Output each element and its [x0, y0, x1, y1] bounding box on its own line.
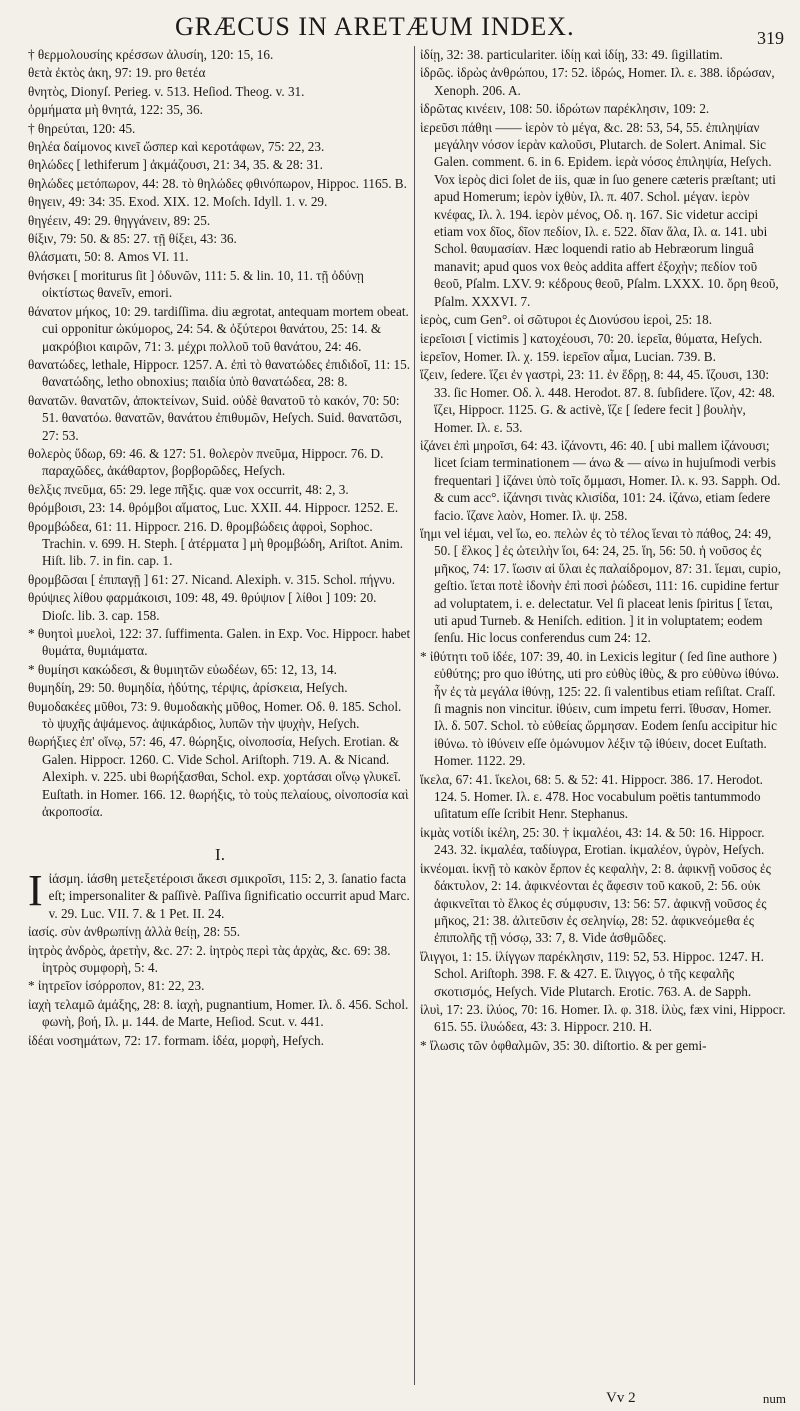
section-heading: I.: [215, 845, 225, 865]
page-header: [0, 8, 800, 48]
index-entry: θίξιν, 79: 50. & 85: 27. τῇ θίξει, 43: 36.: [28, 231, 237, 247]
index-entry: θυμοδακέες μῦθοι, 73: 9. θυμοδακὴς μῦθος, Homer. Οδ. θ. 185. Schol. τὸ ψυχῆς ἀψάμενος. ἀψικάρδιος, λυπῶν τὴν ψυχὴν, Heſych.: [28, 698, 402, 732]
catchword: num: [762, 1391, 786, 1406]
index-entry: ἰάσμη. ἰάσθη μετεξετέροισι ἄκεσι σμικροῖσι, 115: 2, 3. ſanatio facta eſt; impersonaliter & paſſivè. Paſſiva ſignificatio occurrit apud Marc. v. 29. Luc. VII. 7. & 1 Pet. II. 24.: [48, 870, 410, 921]
index-entry: ἰασίς. σὺν ἀνθρωπίνῃ ἀλλὰ θείῃ, 28: 55.: [28, 924, 241, 940]
index-entry: θλάσματι, 50: 8. Amos VI. 11.: [28, 249, 189, 265]
index-entry: θανατῶν. θανατῶν, ἀποκτείνων, Suid. οὐδὲ θανατοῦ τὸ κακόν, 70: 50: 51. θανατόω. θανατῶν, θανάτου ἐπιθυμῶν, Heſych. Suid. θανατῶσι, 27: 53.: [28, 392, 402, 443]
index-entry: * ἰητρεῖον ἰσόρροπον, 81: 22, 23.: [28, 978, 205, 994]
index-entry: θανατώδες, lethale, Hippocr. 1257. A. ἐπὶ τὸ θανατώδες ἐπιδιδοῖ, 11: 15. θανατώδης, letho obnoxius; παιδία ὑπὸ θανατώδεα, 28: 8.: [28, 356, 410, 390]
signature-mark: Vv 2: [606, 1390, 636, 1406]
left-column: [28, 46, 412, 1387]
index-entry: ἱερὸς, cum Gen°. οἱ σῶτυροι ἐς Διονύσου ἱεροὶ, 25: 18.: [420, 312, 712, 328]
index-entry: θηγειν, 49: 34: 35. Exod. XIX. 12. Moſch. Idyll. 1. v. 29.: [28, 194, 328, 210]
index-entry: ἱερεῦσι πάθηι —— ἱερὸν τὸ μέγα, &c. 28: 53, 54, 55. ἐπιληψίαν μεγάλην νόσον ἱερὰν καλοῦσι, Plutarch. de Solert. Animal. Sic Galen. comment. 6. in 6. Epidem. ἱερὰ νόσος ἐπιληψία, Heſych. Vox ἱερὸς dici ſolet de iis, quæ in ſuo genere cæteris præſtant; uti apud Homerum; ἱερὸν ἰχθὺν, Ιλ. π. 407. Schol. μέγαν. ἱερὸν κνέφας, Ιλ. λ. 194. ἱερὸν μένος, Οδ. η. 167. Sic videtur accipi etiam vox δῖος, δῖον πεδίον, Ιλ. ε. 522. δῖαν ἅλα, Ιλ. α. 141. ubi Schol. θαυμασίαν. Hæc loquendi ratio ab Hebræorum linguâ manavit; apud quos vox θεὸς addita affert ἐξοχὴν; πεδίον τοῦ θεοῦ, Pſalm. LXV. 9: κέδρους θεοῦ, Pſalm. LXXX. 10. ὄρη θεοῦ, Pſalm. XXXVI. 7.: [420, 119, 779, 309]
index-entry: † θηρεύται, 120: 45.: [28, 120, 136, 136]
index-entry: ἰδίῃ, 32: 38. particulariter. ἰδίῃ καὶ ἰδίῃ, 33: 49. ſigillatim.: [420, 47, 723, 62]
index-entry: ἰκμὰς νοτίδι ἰκέλη, 25: 30. † ἰκμαλέοι, 43: 14. & 50: 16. Hippocr. 243. 32. ἰκμαλέα, ταδίυγρα, Erotian. ἰκμαλέον, ὑγρὸν, Heſych.: [420, 824, 765, 858]
index-entry: θρύψιες λίθου φαρμάκοισι, 109: 48, 49. θρύψιον [ λίθοι ] 109: 20. Dioſc. lib. 3. cap. 158.: [28, 590, 377, 623]
index-entry: ἵζειν, ſedere. ἵζει ἐν γαστρὶ, 23: 11. ἐν ἕδρῃ, 8: 44, 45. ἵζουσι, 130: 33. ſic Homer. Οδ. λ. 448. Herodot. 87. 8. ſubſidere. ἵζον, 42: 48. ἵζει, Hippocr. 1125. G. & activè, ἵζε [ ſedere fecit ] βουλὴν, Homer. Ιλ. ε. 53.: [420, 367, 775, 435]
index-entry: ἵημι vel ἱέμαι, vel ἵω, eo. πελὼν ἐς τὸ τέλος ἵεναι τὸ πάθος, 24: 49, 50. [ ἕλκος ] ἐς ὠτειλὴν ἵοι, 64: 24, 25. ἵη, 56: 50. ἡ νοῦσος ἐς μῆκος, 74: 17. ἴωσιν αἱ ὕλαι ἐς παλαίδρομον, 87: 31. ἵεμαι, cupio, geſtio. ἵεται ποτὲ ἱδονὴν ἐπὶ ποσὶ ῥώδεσι, 111: 16. cupidine fertur ad voluptatem, i. e. delectatur. Vel ſi placeat lenis ſpiritus [ ἵεται, uti apud Turneb. & Heniſch. edition. ] it in voluptatem; eodem ſenſu. Hic locus conferendus cum 24: 12.: [420, 525, 782, 646]
right-column: [420, 46, 786, 1387]
index-entry: * θυητοὶ μυελοὶ, 122: 37. ſuffimenta. Galen. in Exp. Voc. Hippocr. habet θυμάτα, θυμιάματα.: [28, 626, 411, 659]
index-entry: θετὰ ἐκτὸς ἀκη, 97: 19. pro θετέα: [28, 65, 206, 81]
index-entry: ἱζάνει ἐπὶ μηροῖσι, 64: 43. ἱζάνοντι, 46: 40. [ ubi mallem ἱζάνουσι; licet ſciam terminationem — άνω & — αίνω in hujuſmodi verbis frequentari ] ἱζάνει ὑπὸ τοῖς ὄμμασι, Homer. Ιλ. κ. 93. Sapph. Od. & cum acc°. ἱζάνησι τινὰς κλισίδα, 101: 24. ἱζάνω, etiam ſedere facio. ἵζανε λαὸν, Homer. Ιλ. ψ. 258.: [420, 437, 781, 523]
index-entry: θηλέα δαίμονος κινεῖ ὥσπερ καὶ κεροτάφων, 75: 22, 23.: [28, 139, 325, 155]
running-title: GRÆCUS IN ARETÆUM INDEX.: [175, 12, 575, 41]
index-entry: ὀρμήματα μὴ θνητά, 122: 35, 36.: [28, 102, 203, 118]
index-entry: ἵκελα, 67: 41. ἵκελοι, 68: 5. & 52: 41. Hippocr. 386. 17. Herodot. 124. 5. Homer. Ιλ. ε. 478. Hoc vocabulum poëtis tantummodo uſitatum eſſe ſcribit Henr. Stephanus.: [420, 771, 763, 822]
index-entry: ἱκνέομαι. ἱκνῇ τὸ κακὸν ἔρπον ἐς κεφαλὴν, 2: 8. ἀφικνῇ νοῦσος ἐς δάκτυλον, 2: 14. ἀφικνέονται ἐς ἄφεσιν τοῦ κακοῦ, 2: 56. οὐκ ἀφικνεῖται τὸ ἕλκος ἐς σύμφυσιν, 13: 56: 57. ἀφικνῇ νοῦσος ἐς μῆκος, 21: 38. ἀλιτεῦσιν ἐς σεληνίῳ, 28: 52. ἀφικνεόμεθα ἐς ἐπιπολῆς τῇ νόσῳ, 33: 7, 8. Vide ἀσθμῶδες.: [420, 860, 771, 946]
index-entry: θυμηδίη, 29: 50. θυμηδία, ἡδύτης, τέρψις, ἀρίσκεια, Heſych.: [28, 680, 348, 696]
index-entry: * ἴλωσις τῶν ὀφθαλμῶν, 35: 30. diſtortio. & per gemi-: [420, 1037, 707, 1053]
index-entry: ἱερεῖον, Homer. Ιλ. χ. 159. ἱερεῖον αἷμα, Lucian. 739. B.: [420, 348, 716, 364]
index-entry: θολερὸς ὕδωρ, 69: 46. & 127: 51. θολερὸν πνεῦμα, Hippocr. 76. D. παραχῶδες, ἀκάθαρτον, βορβορῶδες, Heſych.: [28, 445, 384, 479]
page-footer: [0, 1387, 800, 1409]
index-entry: ἰδέαι νοσημάτων, 72: 17. formam. ἰδέα, μορφὴ, Heſych.: [28, 1032, 324, 1048]
index-entry: θηγέειν, 49: 29. θηγγάνειν, 89: 25.: [28, 212, 211, 228]
index-entry: ἰαχὴ τελαμῶ ἀμάξης, 28: 8. ἰαχὴ, pugnantium, Homer. Ιλ. δ. 456. Schol. φωνὴ, βοή, Ιλ. μ. 144. de Marte, Heſiod. Scut. v. 441.: [28, 996, 409, 1030]
index-entry: θνητὸς, Dionyſ. Perieg. v. 513. Heſiod. Theog. v. 31.: [28, 83, 305, 99]
index-entry: θρομβῶσαι [ ἐπιπαγῇ ] 61: 27. Nicand. Alexiph. v. 315. Schol. πήγνυ.: [28, 571, 395, 587]
drop-capital: I: [28, 865, 43, 915]
index-entry: ἰλυὶ, 17: 23. ἰλύος, 70: 16. Homer. Ιλ. φ. 318. ἰλὺς, fæx vini, Hippocr. 615. 55. ἰλυώδεα, 43: 3. Hippocr. 210. H.: [420, 1001, 786, 1035]
index-entry: θρόμβοισι, 23: 14. θρόμβοι αἵματος, Luc. XXII. 44. Hippocr. 1252. E.: [28, 500, 399, 516]
index-entry: ἱδρῶτας κινέειν, 108: 50. ἱδρώτων παρέκλησιν, 109: 2.: [420, 101, 710, 117]
index-entry: * ἰθύτητι τοῦ ἰδέε, 107: 39, 40. in Lexicis legitur ( ſed ſine authore ) εὐθύτης; pro quo ἰθύτης, uti pro εὐθὺς ἰθὺς, & pro εὐθὺνω ἰθύνω. ἦν ἐς τὰ μεγάλα ἰθύνῃ, 125: 22. ſi valentibus etiam reſiſtat. Craſſ. ſi magnis non vincitur. ἰθύειν, cum impetu ferri. ἴθυσαν, Homer. Ιλ. δ. 507. Schol. τὸ εὐθείας ὥρμησαν. Eodem ſenſu accipitur hic ἰθύνω. τὸ ἰθύνειν eſſe ὁμώνυμον λέξιν τῷ ἰθύειν, docet Euſtath. Homer. 1122. 29.: [420, 648, 780, 769]
index-entry: θνήσκει [ moriturus ſit ] ὀδυνῶν, 111: 5. & lin. 10, 11. τῇ ὀδύνῃ οἰκτίστως θανεῖν, emori.: [28, 267, 364, 301]
index-entry: θηλώδες μετόπωρον, 44: 28. τὸ θηλώδες φθινόπωρον, Hippoc. 1165. B.: [28, 175, 407, 191]
index-entry: ἱερεῖοισι [ victimis ] κατοχέουσι, 70: 20. ἱερεῖα, θύματα, Heſych.: [420, 330, 763, 346]
column-rule: [414, 46, 415, 1385]
index-entry: ἰητρὸς ἀνδρὸς, ἀρετὴν, &c. 27: 2. ἰητρὸς περὶ τὰς ἀρχὰς, &c. 69: 38. ἰητρὸς συμφορὴ, 5: 4.: [28, 942, 391, 975]
index-entry: ἴλιγγοι, 1: 15. ἰλίγγων παρέκλησιν, 119: 52, 53. Hippoc. 1247. H. Schol. Ariſtoph. 398. F. & 427. E. ἴλιγγος, ὁ τῆς κεφαλῆς σκοτισμός, Heſych. Vide Plutarch. Erotic. 763. A. de Sapph.: [420, 948, 764, 999]
index-entry: ἱδρῶς. ἱδρὼς ἀνθρώπου, 17: 52. ἱδρώς, Homer. Ιλ. ε. 388. ἱδρώσαν, Xenoph. 206. A.: [420, 65, 775, 98]
index-entry: † θερμολουσίης κρέσσων ἀλυσίη, 120: 15, 16.: [28, 47, 274, 62]
index-entry: θωρήξιες ἐπ' οἴνῳ, 57: 46, 47. θώρηξις, οἰνοποσία, Heſych. Erotian. & Galen. Hippocr. 1260. C. Vide Schol. Ariſtoph. 719. A. & Nicand. Alexiph. v. 225. ubi θωρήξασθαι, Schol. exp. χορτάσαι οἴνῳ γλυκεῖ. Euſtath. in Homer. 166. 12. θωρήξις, τὸ τοὺς πελαίους, οἰνοποσία καὶ ἀκροποσία.: [28, 734, 409, 820]
index-entry: θάνατον μήκος, 10: 29. tardiſſima. diu ægrotat, antequam mortem obeat. cui opponitur ὠκύμορος, 24: 54. & ὀξύτεροι θανάτου, 25: 14. & μακρόβιοι καιρῶν, 71: 3. μέχρι πολλοῦ τοῦ θανάτου, 24: 46.: [28, 303, 409, 354]
index-entry: θρομβώδεα, 61: 11. Hippocr. 216. D. θρομβώδεις ἀφροὶ, Sophoc. Trachin. v. 699. H. Steph. [ ἀτέρματα ] μὴ θρομβώδη, Ariſtot. Anim. Hiſt. lib. 7. in fin. cap. 1.: [28, 518, 404, 569]
index-entry: θηλώδες [ lethiferum ] ἀκμάζουσι, 21: 34, 35. & 28: 31.: [28, 157, 323, 173]
page-number: 319: [757, 28, 784, 48]
first-section-entry: [28, 865, 412, 922]
index-entry: θελξις πνεῦμα, 65: 29. lege πῆξις. quæ vox occurrit, 48: 2, 3.: [28, 481, 349, 497]
index-entry: * θυμίησι κακώδεσι, & θυμιητῶν εὐωδέων, 65: 12, 13, 14.: [28, 661, 337, 677]
